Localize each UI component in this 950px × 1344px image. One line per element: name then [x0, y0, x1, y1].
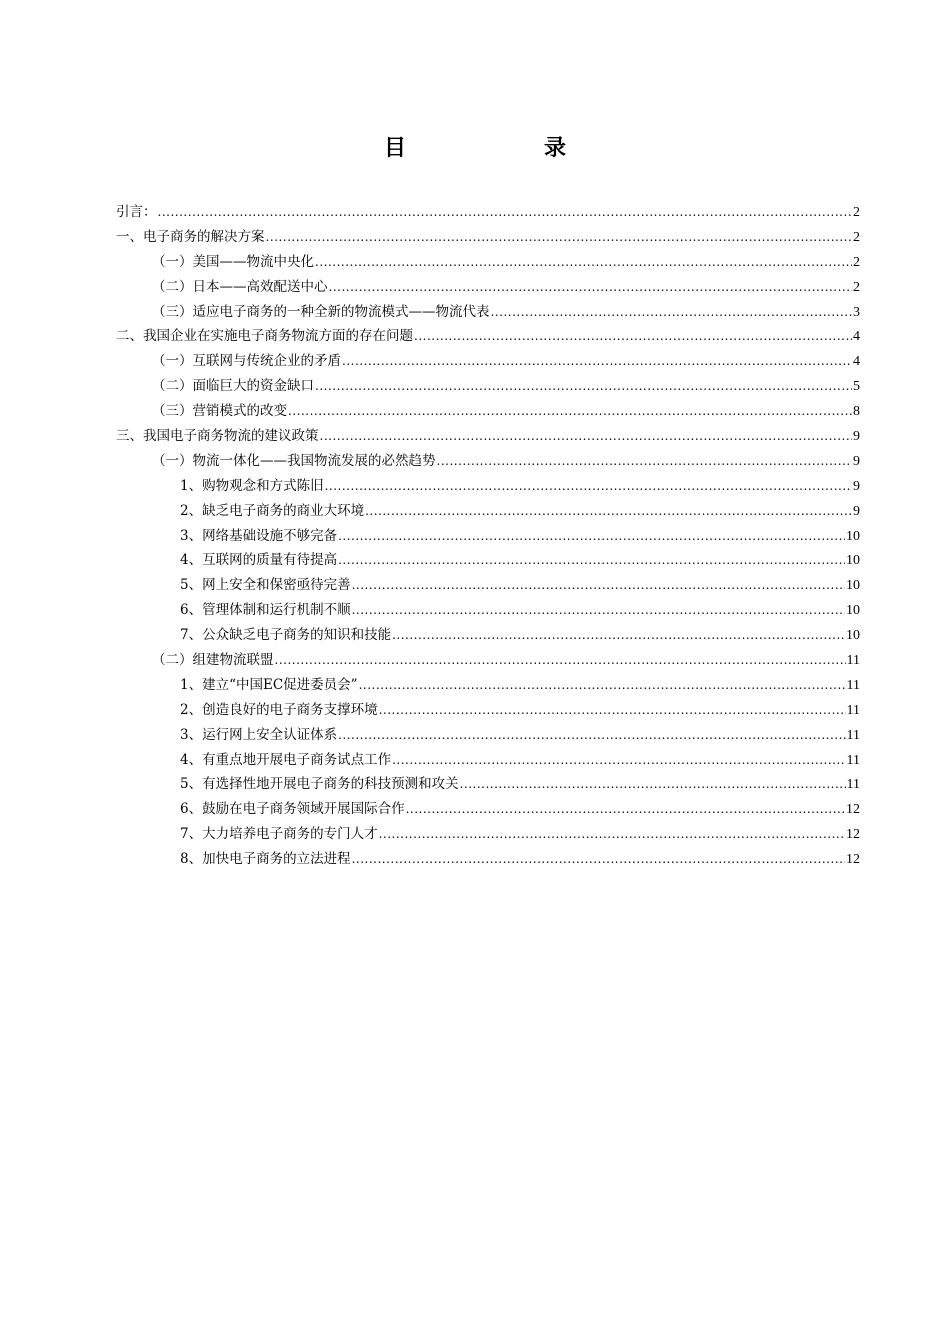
toc-entry-page: 11 — [846, 653, 860, 669]
toc-leader-dots — [365, 499, 852, 524]
toc-entry[interactable] — [116, 324, 860, 349]
toc-leader-dots — [329, 275, 853, 300]
toc-entry-label: 1、购物观念和方式陈旧 — [180, 477, 324, 494]
toc-entry[interactable] — [116, 573, 860, 598]
toc-leader-dots — [315, 250, 852, 275]
toc-entry[interactable] — [116, 225, 860, 250]
toc-leader-dots — [288, 399, 852, 424]
toc-entry[interactable] — [116, 598, 860, 623]
toc-leader-dots — [392, 748, 845, 773]
toc-entry-label: 7、大力培养电子商务的专门人才 — [180, 826, 378, 843]
toc-entry-label: （二）组建物流联盟 — [152, 652, 274, 669]
toc-entry[interactable] — [116, 499, 860, 524]
toc-entry-page: 3 — [853, 304, 860, 320]
toc-entry-label: （二）面临巨大的资金缺口 — [152, 378, 314, 395]
toc-entry-page: 9 — [853, 503, 860, 519]
toc-entry[interactable] — [116, 300, 860, 325]
toc-leader-dots — [320, 424, 853, 449]
toc-leader-dots — [352, 573, 845, 598]
toc-entry-label: （一）物流一体化——我国物流发展的必然趋势 — [152, 452, 436, 469]
toc-leader-dots — [359, 673, 846, 698]
toc-entry-page: 5 — [853, 379, 860, 395]
toc-entry-page: 9 — [853, 478, 860, 494]
toc-leader-dots — [406, 797, 845, 822]
toc-entry-page: 10 — [846, 553, 860, 569]
toc-entry[interactable] — [116, 623, 860, 648]
toc-leader-dots — [392, 623, 845, 648]
toc-entry[interactable] — [116, 648, 860, 673]
toc-entry[interactable] — [116, 548, 860, 573]
toc-entry-page: 12 — [846, 802, 860, 818]
toc-leader-dots — [266, 225, 853, 250]
toc-entry-label: 8、加快电子商务的立法进程 — [180, 851, 351, 868]
toc-entry-label: 7、公众缺乏电子商务的知识和技能 — [180, 627, 392, 644]
toc-leader-dots — [352, 598, 845, 623]
table-of-contents — [116, 200, 860, 872]
toc-leader-dots — [315, 374, 852, 399]
toc-leader-dots — [325, 474, 852, 499]
toc-entry[interactable] — [116, 349, 860, 374]
toc-entry[interactable] — [116, 399, 860, 424]
toc-entry[interactable] — [116, 797, 860, 822]
toc-entry[interactable] — [116, 275, 860, 300]
toc-entry-page: 12 — [846, 827, 860, 843]
toc-entry-label: 3、运行网上安全认证体系 — [180, 726, 338, 743]
toc-entry[interactable] — [116, 673, 860, 698]
toc-leader-dots — [338, 723, 845, 748]
toc-leader-dots — [491, 300, 853, 325]
toc-entry-page: 11 — [846, 677, 860, 693]
toc-entry-page: 2 — [853, 279, 860, 295]
toc-entry-page: 8 — [853, 404, 860, 420]
toc-entry-page: 11 — [846, 777, 860, 793]
toc-leader-dots — [414, 324, 852, 349]
toc-entry[interactable] — [116, 374, 860, 399]
toc-entry-page: 11 — [846, 752, 860, 768]
toc-entry-page: 10 — [846, 628, 860, 644]
toc-entry-label: （一）美国——物流中央化 — [152, 253, 314, 270]
toc-entry-label: 一、电子商务的解决方案 — [116, 228, 265, 245]
toc-entry-page: 10 — [846, 578, 860, 594]
toc-entry[interactable] — [116, 723, 860, 748]
toc-entry-label: 二、我国企业在实施电子商务物流方面的存在问题 — [116, 328, 413, 345]
toc-leader-dots — [158, 200, 853, 225]
toc-entry-page: 9 — [853, 429, 860, 445]
toc-entry-label: 6、管理体制和运行机制不顺 — [180, 602, 351, 619]
toc-leader-dots — [342, 349, 852, 374]
toc-entry-label: 4、有重点地开展电子商务试点工作 — [180, 751, 392, 768]
toc-leader-dots — [338, 524, 845, 549]
toc-entry[interactable] — [116, 474, 860, 499]
toc-leader-dots — [379, 822, 845, 847]
toc-entry-label: 2、创造良好的电子商务支撑环境 — [180, 701, 378, 718]
toc-entry[interactable] — [116, 698, 860, 723]
toc-entry-label: 2、缺乏电子商务的商业大环境 — [180, 502, 365, 519]
toc-entry-label: （三）营销模式的改变 — [152, 403, 287, 420]
toc-entry-page: 4 — [853, 354, 860, 370]
toc-entry[interactable] — [116, 449, 860, 474]
toc-leader-dots — [437, 449, 853, 474]
toc-entry-label: 5、网上安全和保密亟待完善 — [180, 577, 351, 594]
toc-entry-page: 2 — [853, 205, 860, 220]
toc-entry-page: 9 — [853, 453, 860, 469]
toc-entry-label: 4、互联网的质量有待提高 — [180, 552, 338, 569]
toc-entry-label: （三）适应电子商务的一种全新的物流模式——物流代表 — [152, 303, 490, 320]
toc-entry-page: 10 — [846, 528, 860, 544]
toc-entry-page: 11 — [846, 727, 860, 743]
toc-leader-dots — [379, 698, 846, 723]
toc-entry-label: （一）互联网与传统企业的矛盾 — [152, 353, 341, 370]
toc-entry-page: 12 — [846, 852, 860, 868]
toc-entry-page: 10 — [846, 603, 860, 619]
toc-entry-label: （二）日本——高效配送中心 — [152, 278, 328, 295]
toc-entry[interactable] — [116, 772, 860, 797]
toc-entry-page: 11 — [846, 702, 860, 718]
toc-leader-dots — [275, 648, 846, 673]
toc-entry-label: 5、有选择性地开展电子商务的科技预测和攻关 — [180, 776, 459, 793]
toc-entry[interactable] — [116, 200, 860, 225]
toc-entry[interactable] — [116, 524, 860, 549]
toc-entry-label: 三、我国电子商务物流的建议政策 — [116, 428, 319, 445]
toc-leader-dots — [352, 847, 845, 872]
toc-entry[interactable] — [116, 424, 860, 449]
document-title: 目 录 — [383, 136, 624, 161]
toc-entry[interactable] — [116, 847, 860, 872]
toc-entry[interactable] — [116, 250, 860, 275]
toc-entry-page: 4 — [853, 329, 860, 345]
toc-leader-dots — [338, 548, 845, 573]
toc-entry-label: 引言： — [116, 204, 157, 220]
toc-entry-page: 2 — [853, 229, 860, 245]
toc-leader-dots — [460, 772, 846, 797]
toc-entry-label: 6、鼓励在电子商务领域开展国际合作 — [180, 801, 405, 818]
toc-entry[interactable] — [116, 822, 860, 847]
toc-entry[interactable] — [116, 748, 860, 773]
toc-entry-page: 2 — [853, 254, 860, 270]
toc-entry-label: 3、网络基础设施不够完备 — [180, 527, 338, 544]
toc-entry-label: 1、建立“中国EC促进委员会” — [180, 676, 358, 693]
